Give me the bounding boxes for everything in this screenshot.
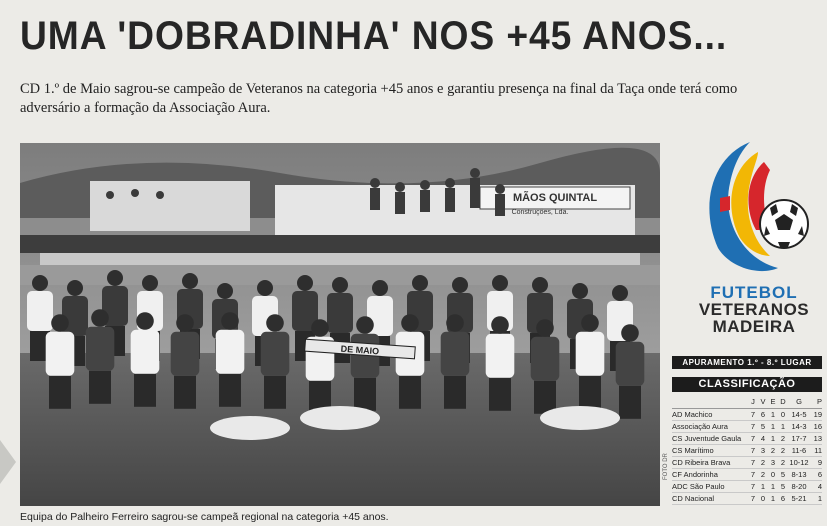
draws: 1: [770, 434, 776, 443]
points: 6: [817, 470, 822, 479]
played: 7: [750, 458, 756, 467]
points: 13: [813, 434, 822, 443]
played: 7: [750, 470, 756, 479]
points: 19: [813, 410, 822, 419]
losses: 6: [780, 494, 786, 503]
wins: 0: [760, 494, 766, 503]
wins: 4: [760, 434, 766, 443]
banner-text: MÃOS QUINTAL: [512, 192, 598, 204]
table-row: [672, 421, 822, 433]
page-fold: [0, 440, 16, 484]
photo-caption: Equipa do Palheiro Ferreiro sagrou-se campeã regional na categoria +45 anos.: [20, 511, 389, 523]
goals: 10-12: [789, 458, 809, 467]
wins: 5: [760, 422, 766, 431]
table-row: [672, 493, 822, 505]
standings-header: [672, 396, 822, 409]
goals: 17-7: [791, 434, 807, 443]
played: 7: [750, 434, 756, 443]
col-v: V: [760, 397, 766, 406]
played: 7: [750, 446, 756, 455]
losses: 2: [780, 446, 786, 455]
col-d: D: [780, 397, 786, 406]
played: 7: [750, 410, 756, 419]
wins: 2: [760, 458, 766, 467]
col-p: P: [816, 397, 822, 406]
played: 7: [750, 422, 756, 431]
losses: 5: [780, 482, 786, 491]
col-team: [672, 396, 748, 408]
banner-subtext: Construções, Lda.: [511, 209, 569, 216]
team-name: CD Ribeira Brava: [672, 458, 731, 467]
team-photo: [20, 143, 660, 506]
photo-credit: FOTO DR: [663, 453, 669, 480]
losses: 1: [780, 422, 786, 431]
draws: 1: [770, 482, 776, 491]
draws: 2: [770, 446, 776, 455]
points: 1: [817, 494, 822, 503]
team-name: AD Machico: [672, 410, 713, 419]
wins: 2: [760, 470, 766, 479]
team-name: CS Juventude Gaula: [672, 434, 742, 443]
wins: 6: [760, 410, 766, 419]
losses: 5: [780, 470, 786, 479]
wins: 3: [760, 446, 766, 455]
standings-title: CLASSIFICAÇÃO: [672, 377, 822, 392]
brand-line-madeira: MADEIRA: [712, 317, 796, 336]
brand-line-futebol: FUTEBOL: [710, 283, 798, 302]
brand-title: [680, 284, 827, 335]
losses: 2: [780, 434, 786, 443]
team-name: CD Nacional: [672, 494, 715, 503]
veteranos-logo: [700, 138, 812, 278]
goals: 11-6: [791, 446, 807, 455]
points: 9: [817, 458, 822, 467]
team-name: ADC São Paulo: [672, 482, 725, 491]
table-row: [672, 457, 822, 469]
points: 4: [817, 482, 822, 491]
table-row: [672, 469, 822, 481]
table-row: [672, 481, 822, 493]
goals: 14-3: [791, 422, 807, 431]
played: 7: [750, 494, 756, 503]
points: 16: [813, 422, 822, 431]
played: 7: [750, 482, 756, 491]
col-e: E: [770, 397, 776, 406]
goals: 14-5: [791, 410, 807, 419]
headline: UMA 'DOBRADINHA' NOS +45 ANOS...: [20, 14, 728, 58]
team-name: Associação Aura: [672, 422, 728, 431]
scarf-text: DE MAIO: [340, 343, 380, 357]
standings-table: [672, 396, 822, 505]
table-row: [672, 445, 822, 457]
draws: 1: [770, 494, 776, 503]
phase-label: APURAMENTO 1.º - 8.º LUGAR: [672, 356, 822, 369]
goals: 5-21: [791, 494, 807, 503]
col-g: G: [796, 397, 802, 406]
points: 11: [814, 446, 822, 455]
brand-line-veteranos: VETERANOS: [698, 300, 810, 319]
wins: 1: [760, 482, 766, 491]
draws: 1: [770, 410, 776, 419]
draws: 3: [770, 458, 776, 467]
draws: 0: [770, 470, 776, 479]
losses: 0: [780, 410, 786, 419]
goals: 8-20: [791, 482, 807, 491]
team-name: CS Marítimo: [672, 446, 714, 455]
table-row: [672, 433, 822, 445]
col-j: J: [751, 397, 755, 406]
losses: 2: [780, 458, 786, 467]
draws: 1: [770, 422, 776, 431]
lead-paragraph: CD 1.º de Maio sagrou-se campeão de Veteranos na categoria +45 anos e garantiu presença na final da Taça onde terá como adversário a formação da Associação Aura.: [20, 81, 738, 116]
team-name: CF Andorinha: [672, 470, 718, 479]
table-row: [672, 409, 822, 421]
goals: 8-13: [791, 470, 807, 479]
